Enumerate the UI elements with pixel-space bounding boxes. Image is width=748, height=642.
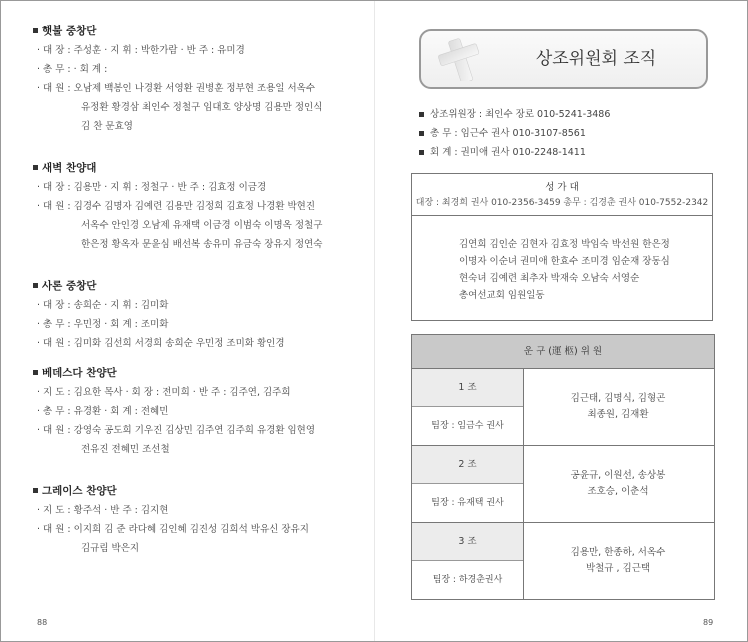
group-members: 김용만, 한종하, 서옥수 박철규 , 김근택 [570,547,666,574]
section-row: · 대 원 : 강영숙 공도희 기우진 김상민 김주연 김주희 유경환 임현영 [37,425,316,436]
members-continuation: 유정환 황경삼 최인수 정철구 임대호 양상명 김용만 정인식 [81,102,323,113]
section-title: 새벽 찬양대 [31,158,371,178]
section-row: · 총 무 : 유경환 · 회 계 : 전혜민 [37,406,169,417]
choir-box [411,173,713,321]
group-name: 2 조 [412,446,523,484]
section-row: · 총 무 : · 회 계 : [37,64,108,75]
committee-header: 운 구 (運 柩) 위 원 [412,335,714,369]
section-row: · 대 장 : 주성훈 · 지 휘 : 박한가람 · 반 주 : 유미경 [37,45,245,56]
section-row: · 지 도 : 황주석 · 반 주 : 김지현 [37,505,169,516]
members-continuation: 서옥수 안인경 오남제 유재택 이금경 이범숙 이명옥 정철구 [81,220,323,231]
group-leader: 팀장 : 하경춘권사 [432,575,503,585]
section-title: 사론 중창단 [31,276,371,296]
section-row: · 총 무 : 우민정 · 회 계 : 조미화 [37,319,169,330]
group-leader: 팀장 : 임금수 권사 [431,421,504,431]
group-members: 공윤규, 이원선, 송상봉 조호승, 이춘석 [570,470,666,497]
cross-icon [425,37,495,81]
section-hatbul [31,21,371,136]
square-bullet-icon [33,370,38,375]
group-leader: 팀장 : 유재택 권사 [431,498,504,508]
choir-members [412,216,712,304]
group-name: 1 조 [412,369,523,407]
section-title: 베데스다 찬양단 [31,363,371,383]
square-bullet-icon [419,112,424,117]
choir-member-line: 총여선교회 임원일동 [459,290,545,301]
choir-title: 성 가 대 [545,182,579,193]
members-continuation: 전유진 전혜민 조선철 [81,444,170,455]
committee-group [412,446,714,523]
left-page [31,21,371,580]
left-page-number: 88 [37,618,48,627]
section-row: · 대 장 : 송희순 · 지 휘 : 김미화 [37,300,169,311]
group-name: 3 조 [412,523,523,561]
section-dawn-choir [31,158,371,254]
officer-row: 상조위원장 : 최인수 장로 010-5241-3486 [419,105,719,124]
members-continuation: 김 찬 문효영 [81,121,133,132]
choir-member-line: 이명자 이순녀 권미애 한효수 조미경 임순재 장동심 [459,256,670,267]
section-row: · 대 장 : 김용만 · 지 휘 : 정철구 · 반 주 : 김효정 이금경 [37,182,267,193]
section-title: 그레이스 찬양단 [31,481,371,501]
square-bullet-icon [419,131,424,136]
square-bullet-icon [419,150,424,155]
section-row: · 대 원 : 김미화 김선희 서경희 송희순 우민정 조미화 황인경 [37,338,285,349]
square-bullet-icon [33,165,38,170]
page-spine [374,1,375,641]
officer-row: 총 무 : 임근수 권사 010-3107-8561 [419,124,719,143]
section-bethesda [31,363,371,459]
committee-group [412,523,714,599]
square-bullet-icon [33,488,38,493]
committee-group [412,369,714,446]
group-members: 김근태, 김명식, 김형곤 최종원, 김재환 [570,393,666,420]
title-box [419,29,708,89]
section-sharon [31,276,371,353]
members-continuation: 김규림 박은지 [81,543,140,554]
committee-table [411,334,715,600]
section-row: · 대 원 : 이지희 김 준 라다혜 김인혜 김진성 김희석 박유신 장유지 [37,524,309,535]
officers-list [419,105,719,162]
page-title: 상조위원회 조직 [535,49,657,69]
choir-header [412,174,712,216]
choir-subtitle: 대장 : 최경희 권사 010-2356-3459 총무 : 김경춘 권사 010-7552-2342 [415,198,709,208]
section-row: · 대 원 : 김경수 김명자 김예련 김용만 김정희 김효정 나경환 박현진 [37,201,316,212]
choir-member-line: 김연희 김인순 김현자 김효정 박임숙 박선원 한은정 [459,239,670,250]
section-title: 햇불 중창단 [31,21,371,41]
square-bullet-icon [33,283,38,288]
section-row: · 지 도 : 김요한 목사 · 회 장 : 전미희 · 반 주 : 김주연, 김주희 [37,387,291,398]
members-continuation: 한은정 황옥자 문윤심 배선복 송유미 유금숙 장유지 정연숙 [81,239,323,250]
choir-member-line: 현숙녀 김예련 최추자 박재숙 오남숙 서영순 [459,273,640,284]
officer-row: 회 계 : 권미애 권사 010-2248-1411 [419,143,719,162]
section-grace [31,481,371,558]
right-page-number: 89 [703,618,714,627]
section-row: · 대 원 : 오남제 백봉인 나경환 서영환 권병훈 정부현 조용일 서옥수 [37,83,316,94]
square-bullet-icon [33,28,38,33]
